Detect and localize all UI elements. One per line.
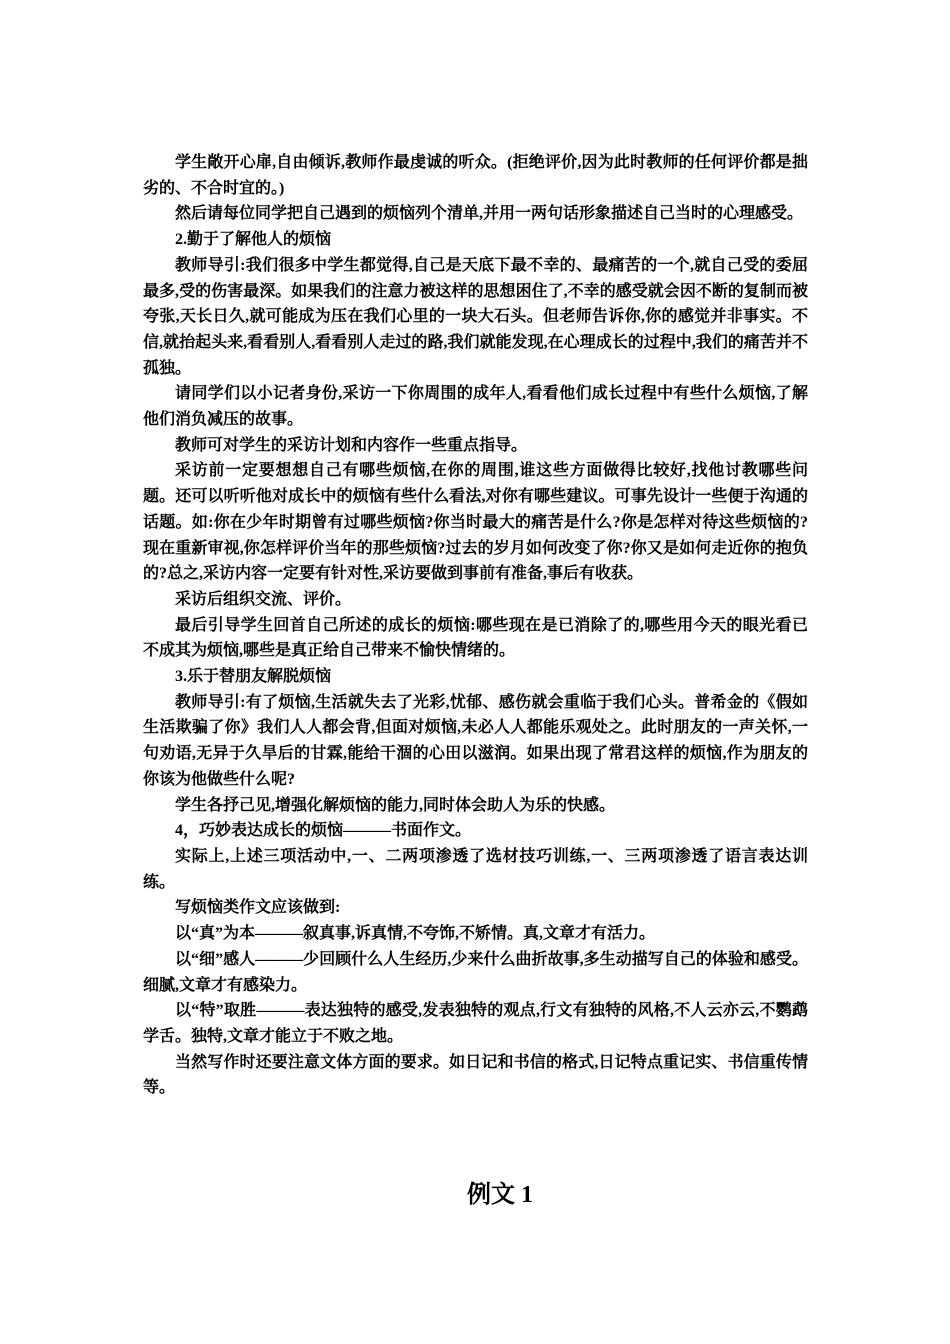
paragraph: 教师导引:我们很多中学生都觉得,自己是天底下最不幸的、最痛苦的一个,就自己受的委屈最多,受的伤害最深。如果我们的注意力被这样的思想困住了,不幸的感受就会因不断的复制而被夸张,天长日久,就可能成为压在我们心里的一块大石头。但老师告诉你,你的感觉并非事实。不信,就抬起头来,看看别人,看看别人走过的路,我们就能发现,在心理成长的过程中,我们的痛苦并不孤独。: [143, 256, 808, 377]
paragraph: 当然写作时还要注意文体方面的要求。如日记和书信的格式,日记特点重记实、书信重传情等。: [143, 1053, 808, 1097]
paragraph: 采访后组织交流、评价。: [175, 590, 352, 608]
paragraph: 采访前一定要想想自己有哪些烦恼,在你的周围,谁这些方面做得比较好,找他讨教哪些问题。还可以听听他对成长中的烦恼有些什么看法,对你有哪些建议。可事先设计一些便于沟通的话题。如:你在少年时期曾有过哪些烦恼?你当时最大的痛苦是什么?你是怎样对待这些烦恼的?现在重新审视,你怎样评价当年的那些烦恼?过去的岁月如何改变了你?你又是如何走近你的抱负的?总之,采访内容一定要有针对性,采访要做到事前有准备,事后有收获。: [143, 462, 808, 583]
paragraph: 学生各抒己见,增强化解烦恼的能力,同时体会助人为乐的快感。: [175, 796, 616, 814]
paragraph: 请同学们以小记者身份,采访一下你周围的成年人,看看他们成长过程中有些什么烦恼,了解他们消负减压的故事。: [143, 385, 808, 429]
paragraph: 以“细”感人———少回顾什么人生经历,少来什么曲折故事,多生动描写自己的体验和感受。细腻,文章才有感染力。: [143, 950, 808, 994]
section-heading: 2.勤于了解他人的烦恼: [175, 231, 332, 249]
paragraph: 写烦恼类作文应该做到:: [175, 899, 341, 917]
paragraph: 实际上,上述三项活动中,一、二两项渗透了选材技巧训练,一、三两项渗透了语言表达训练。: [143, 847, 808, 891]
paragraph: 最后引导学生回首自己所述的成长的烦恼:哪些现在是已消除了的,哪些用今天的眼光看已不成其为烦恼,哪些是真正给自己带来不愉快情绪的。: [143, 616, 808, 660]
paragraph: 教师导引:有了烦恼,生活就失去了光彩,忧郁、感伤就会重临于我们心头。普希金的《假如生活欺骗了你》我们人人都会背,但面对烦恼,未必人人都能乐观处之。此时朋友的一声关怀,一句劝语,无异于久旱后的甘霖,能给干涸的心田以滋润。如果出现了常君这样的烦恼,作为朋友的你该为他做些什么呢?: [143, 693, 808, 788]
paragraph: 然后请每位同学把自己遇到的烦恼列个清单,并用一两句话形象描述自己当时的心理感受。: [175, 205, 804, 223]
section-heading: 3.乐于替朋友解脱烦恼: [175, 668, 332, 686]
paragraph: 学生敞开心扉,自由倾诉,教师作最虔诚的听众。(拒绝评价,因为此时教师的任何评价都是拙劣的、不合时宜的。): [143, 154, 808, 197]
section-heading: 4，巧妙表达成长的烦恼———书面作文。: [175, 822, 472, 840]
paragraph: 以“特”取胜———表达独特的感受,发表独特的观点,行文有独特的风格,不人云亦云,不鹦鹉学舌。独特,文章才能立于不败之地。: [143, 1002, 808, 1045]
paragraph: 教师可对学生的采访计划和内容作一些重点指导。: [175, 436, 528, 454]
example-title: 例文 1: [467, 1182, 533, 1208]
paragraph: 以“真”为本———叙真事,诉真情,不夸饰,不矫情。真,文章才有活力。: [175, 925, 656, 943]
body-text: [143, 150, 808, 1101]
